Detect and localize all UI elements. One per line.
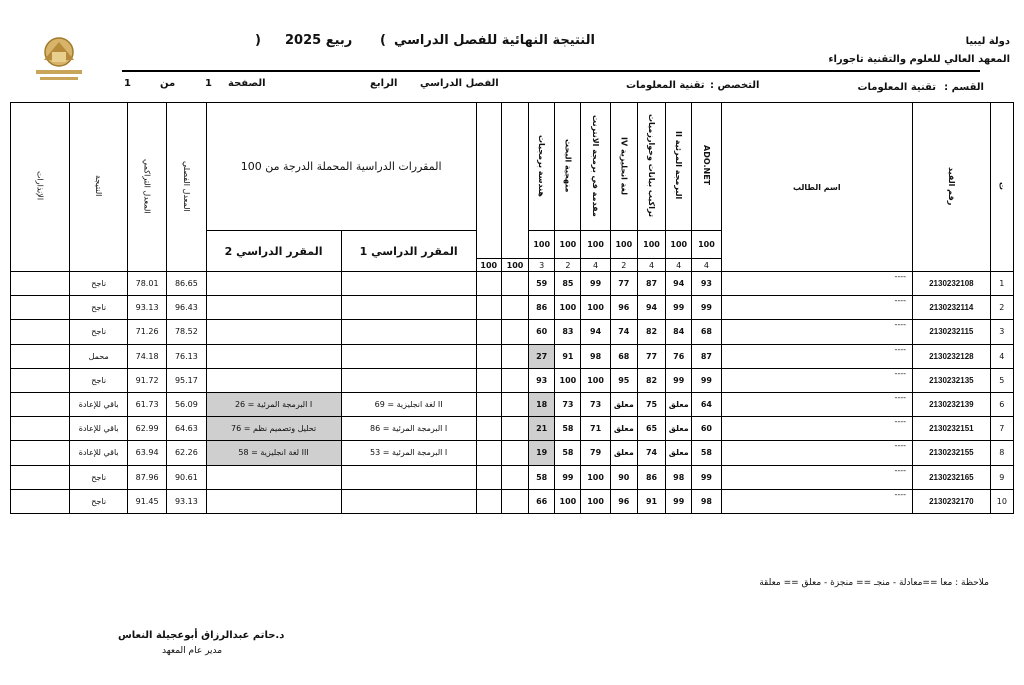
grade-cell — [501, 392, 528, 416]
carried-course-1-cell — [341, 465, 476, 489]
row-number-cell: 7 — [990, 417, 1013, 441]
term-gpa-cell: 62.26 — [167, 441, 206, 465]
grade-cell: 83 — [555, 320, 581, 344]
result-cell: محمل — [70, 344, 127, 368]
grade-cell: 91 — [555, 344, 581, 368]
carried-course-1-header: المقرر الدراسي 1 — [341, 231, 476, 272]
institute-name: المعهد العالي للعلوم والتقنية تاجوراء — [828, 54, 1010, 65]
signer-name: د.حاتم عبدالرزاق أبوعجيلة النعاس — [118, 630, 285, 641]
cum-gpa-cell: 63.94 — [127, 441, 166, 465]
grade-cell: 58 — [692, 441, 721, 465]
cum-gpa-cell: 62.99 — [127, 417, 166, 441]
grade-cell: 95 — [610, 368, 637, 392]
warnings-cell — [11, 296, 70, 320]
grade-cell: 85 — [555, 272, 581, 296]
dept-label: القسم : — [944, 82, 984, 93]
carried-course-1-cell: I البرمجة المرئية = 86 — [341, 417, 476, 441]
term-gpa-cell: 95.17 — [167, 368, 206, 392]
student-name-cell: ---- — [721, 320, 913, 344]
row-number-cell: 5 — [990, 368, 1013, 392]
carried-course-1-cell — [341, 489, 476, 513]
semester-value: الرابع — [370, 78, 398, 89]
grade-cell: 21 — [529, 417, 555, 441]
carried-course-1-cell — [341, 344, 476, 368]
course-max-5: 100 — [581, 231, 610, 259]
grade-cell: 100 — [581, 368, 610, 392]
result-cell: باقي للإعادة — [70, 441, 127, 465]
grade-cell: 58 — [555, 417, 581, 441]
student-id-cell: 2130232114 — [913, 296, 991, 320]
table-row — [11, 344, 1014, 368]
grade-cell: 77 — [610, 272, 637, 296]
grade-cell: 58 — [555, 441, 581, 465]
result-cell: ناجح — [70, 465, 127, 489]
country-name: دولة ليبيا — [965, 36, 1010, 47]
grade-cell — [476, 296, 501, 320]
warnings-cell — [11, 441, 70, 465]
grade-cell: 99 — [692, 368, 721, 392]
grade-cell: 58 — [529, 465, 555, 489]
grade-cell: 76 — [666, 344, 692, 368]
cum-gpa-cell: 91.45 — [127, 489, 166, 513]
student-name-cell: ---- — [721, 272, 913, 296]
carried-course-1-cell — [341, 320, 476, 344]
signer-role: مدير عام المعهد — [162, 646, 223, 656]
grade-cell: معلق — [610, 417, 637, 441]
grade-cell — [501, 368, 528, 392]
grade-cell: 99 — [666, 489, 692, 513]
student-name-cell: ---- — [721, 344, 913, 368]
grade-cell — [501, 441, 528, 465]
grade-cell: معلق — [610, 441, 637, 465]
student-name-cell: ---- — [721, 465, 913, 489]
student-id-cell: 2130232108 — [913, 272, 991, 296]
grade-cell: 91 — [637, 489, 665, 513]
result-cell: ناجح — [70, 272, 127, 296]
grade-cell: 87 — [637, 272, 665, 296]
page-title: النتيجة النهائية للفصل الدراسي — [394, 33, 595, 48]
carried-course-2-cell — [206, 296, 341, 320]
table-row — [11, 368, 1014, 392]
table-row — [11, 392, 1014, 416]
info-top-rule — [122, 70, 980, 72]
row-number-cell: 10 — [990, 489, 1013, 513]
results-table — [10, 102, 1014, 514]
carried-course-2-cell: I البرمجة المرئية = 26 — [206, 392, 341, 416]
institute-logo — [30, 30, 88, 88]
grade-cell: 68 — [692, 320, 721, 344]
warnings-cell — [11, 368, 70, 392]
course-header-1: ADO.NET — [692, 103, 721, 231]
student-name-cell: ---- — [721, 489, 913, 513]
grade-cell: 90 — [610, 465, 637, 489]
grade-cell — [476, 489, 501, 513]
dept-value: تقنية المعلومات — [857, 82, 936, 93]
grade-cell: 77 — [637, 344, 665, 368]
term-gpa-cell: 56.09 — [167, 392, 206, 416]
carried-course-1-cell — [341, 296, 476, 320]
grade-cell: 96 — [610, 489, 637, 513]
grade-cell: 94 — [581, 320, 610, 344]
grade-cell: 100 — [581, 465, 610, 489]
legend-note: ملاحظة : معا ==معادلة - منجـ == منجزة - معلق == معلقة — [759, 578, 989, 588]
row-number-cell: 9 — [990, 465, 1013, 489]
term-gpa-cell: 78.52 — [167, 320, 206, 344]
term-gpa-cell: 86.65 — [167, 272, 206, 296]
cum-gpa-header: المعدل التراكمي — [127, 103, 166, 272]
grade-cell: 93 — [692, 272, 721, 296]
grade-cell: معلق — [666, 441, 692, 465]
grade-cell: 60 — [529, 320, 555, 344]
student-id-cell: 2130232165 — [913, 465, 991, 489]
result-cell: ناجح — [70, 320, 127, 344]
student-id-cell: 2130232128 — [913, 344, 991, 368]
row-number-cell: 8 — [990, 441, 1013, 465]
grade-cell: 68 — [610, 344, 637, 368]
grade-cell: 99 — [581, 272, 610, 296]
of-label: من — [160, 78, 176, 89]
table-row — [11, 489, 1014, 513]
grade-cell — [501, 417, 528, 441]
term-label: ربيع 2025 — [285, 33, 353, 48]
row-number-cell: 6 — [990, 392, 1013, 416]
grade-cell: 100 — [581, 296, 610, 320]
course-units-5: 4 — [581, 259, 610, 272]
table-row — [11, 417, 1014, 441]
carried-courses-title: المقررات الدراسية المحملة الدرجة من 100 — [206, 103, 476, 231]
course-max-3: 100 — [637, 231, 665, 259]
grade-cell — [476, 320, 501, 344]
student-id-cell: 2130232155 — [913, 441, 991, 465]
grade-cell: 84 — [666, 320, 692, 344]
course-header-9 — [476, 103, 501, 259]
grade-cell: 100 — [555, 368, 581, 392]
course-header-3: تراكيب بيانات وخوارزميات — [637, 103, 665, 231]
course-header-2: II البرمجة المرئية — [666, 103, 692, 231]
grade-cell: معلق — [610, 392, 637, 416]
grade-cell: 99 — [666, 368, 692, 392]
grade-cell: 75 — [637, 392, 665, 416]
grade-cell: 93 — [529, 368, 555, 392]
carried-course-2-header: المقرر الدراسي 2 — [206, 231, 341, 272]
course-units-2: 4 — [666, 259, 692, 272]
grade-cell: 94 — [637, 296, 665, 320]
term-gpa-cell: 93.13 — [167, 489, 206, 513]
warnings-cell — [11, 489, 70, 513]
result-cell: ناجح — [70, 368, 127, 392]
student-name-cell: ---- — [721, 296, 913, 320]
header-row — [11, 103, 1014, 231]
table-row — [11, 441, 1014, 465]
table-row — [11, 272, 1014, 296]
carried-course-2-cell — [206, 465, 341, 489]
warnings-header: الإنذارات — [11, 103, 70, 272]
result-header: النتيجة — [70, 103, 127, 272]
carried-course-2-cell: III لغة انجليزية = 58 — [206, 441, 341, 465]
grade-cell — [476, 465, 501, 489]
term-open-paren: ( — [380, 33, 386, 48]
warnings-cell — [11, 392, 70, 416]
page-total: 1 — [124, 78, 131, 89]
grade-cell: 64 — [692, 392, 721, 416]
course-max-8: 100 — [501, 259, 528, 272]
student-id-cell: 2130232170 — [913, 489, 991, 513]
course-max-1: 100 — [692, 231, 721, 259]
grade-cell — [501, 344, 528, 368]
grade-cell: 99 — [555, 465, 581, 489]
course-units-6: 2 — [555, 259, 581, 272]
semester-label: الفصل الدراسي — [420, 78, 499, 89]
row-number-cell: 1 — [990, 272, 1013, 296]
carried-course-1-cell: II لغة انجليزية = 69 — [341, 392, 476, 416]
grade-cell — [501, 489, 528, 513]
row-number-header: ت — [990, 103, 1013, 272]
result-cell: ناجح — [70, 489, 127, 513]
table-row — [11, 296, 1014, 320]
grade-cell: 86 — [529, 296, 555, 320]
grade-cell: معلق — [666, 392, 692, 416]
grade-cell: 96 — [610, 296, 637, 320]
course-header-7: هندسة برمجيات — [529, 103, 555, 231]
carried-course-1-cell — [341, 368, 476, 392]
grade-cell — [476, 392, 501, 416]
student-name-cell: ---- — [721, 417, 913, 441]
grade-cell: 82 — [637, 320, 665, 344]
grade-cell: 99 — [692, 296, 721, 320]
row-number-cell: 4 — [990, 344, 1013, 368]
grade-cell — [501, 272, 528, 296]
student-id-cell: 2130232135 — [913, 368, 991, 392]
grade-cell: 100 — [555, 296, 581, 320]
course-units-3: 4 — [637, 259, 665, 272]
cum-gpa-cell: 78.01 — [127, 272, 166, 296]
grade-cell: 74 — [637, 441, 665, 465]
carried-course-2-cell — [206, 272, 341, 296]
course-units-4: 2 — [610, 259, 637, 272]
term-close-paren: ) — [255, 33, 261, 48]
course-max-6: 100 — [555, 231, 581, 259]
grade-cell: 73 — [581, 392, 610, 416]
student-id-header: رقم القيد — [913, 103, 991, 272]
cum-gpa-cell: 74.18 — [127, 344, 166, 368]
term-gpa-cell: 96.43 — [167, 296, 206, 320]
course-header-5: مقدمة في برمجة الانترنت — [581, 103, 610, 231]
spec-label: التخصص : — [710, 80, 760, 91]
grade-cell — [476, 272, 501, 296]
warnings-cell — [11, 465, 70, 489]
course-header-4: IV لغة انجليزية — [610, 103, 637, 231]
grade-cell: معلق — [666, 417, 692, 441]
grade-cell — [501, 465, 528, 489]
carried-course-1-cell: I البرمجة المرئية = 53 — [341, 441, 476, 465]
spec-value: تقنية المعلومات — [626, 80, 705, 91]
grade-cell: 98 — [666, 465, 692, 489]
result-cell: ناجح — [70, 296, 127, 320]
course-max-2: 100 — [666, 231, 692, 259]
cum-gpa-cell: 71.26 — [127, 320, 166, 344]
warnings-cell — [11, 320, 70, 344]
course-header-8 — [501, 103, 528, 259]
student-name-cell: ---- — [721, 368, 913, 392]
table-row — [11, 320, 1014, 344]
warnings-cell — [11, 344, 70, 368]
course-units-7: 3 — [529, 259, 555, 272]
warnings-cell — [11, 272, 70, 296]
grade-cell — [501, 296, 528, 320]
term-gpa-cell: 76.13 — [167, 344, 206, 368]
grade-cell: 79 — [581, 441, 610, 465]
result-cell: باقي للإعادة — [70, 392, 127, 416]
grade-cell: 100 — [581, 489, 610, 513]
grade-cell: 27 — [529, 344, 555, 368]
grade-cell: 74 — [610, 320, 637, 344]
student-id-cell: 2130232115 — [913, 320, 991, 344]
cum-gpa-cell: 87.96 — [127, 465, 166, 489]
page-label: الصفحة — [228, 78, 266, 89]
term-gpa-header: المعدل الفصلي — [167, 103, 206, 272]
grade-cell — [476, 344, 501, 368]
grade-cell — [476, 368, 501, 392]
student-id-cell: 2130232151 — [913, 417, 991, 441]
grade-cell: 94 — [666, 272, 692, 296]
warnings-cell — [11, 417, 70, 441]
term-gpa-cell: 64.63 — [167, 417, 206, 441]
cum-gpa-cell: 61.73 — [127, 392, 166, 416]
grade-cell: 82 — [637, 368, 665, 392]
page-number: 1 — [205, 78, 212, 89]
grade-cell: 98 — [581, 344, 610, 368]
course-max-7: 100 — [529, 231, 555, 259]
cum-gpa-cell: 91.72 — [127, 368, 166, 392]
grade-cell: 19 — [529, 441, 555, 465]
carried-course-2-cell — [206, 368, 341, 392]
grade-cell: 99 — [692, 465, 721, 489]
course-max-4: 100 — [610, 231, 637, 259]
student-rows — [11, 272, 1014, 514]
result-cell: باقي للإعادة — [70, 417, 127, 441]
student-name-cell: ---- — [721, 392, 913, 416]
term-gpa-cell: 90.61 — [167, 465, 206, 489]
row-number-cell: 3 — [990, 320, 1013, 344]
grade-cell: 59 — [529, 272, 555, 296]
carried-course-2-cell — [206, 320, 341, 344]
table-row — [11, 465, 1014, 489]
grade-cell: 73 — [555, 392, 581, 416]
grade-cell: 66 — [529, 489, 555, 513]
course-header-6: منهجية البحث — [555, 103, 581, 231]
student-name-header: اسم الطالب — [721, 103, 913, 272]
student-name-cell: ---- — [721, 441, 913, 465]
course-units-1: 4 — [692, 259, 721, 272]
grade-cell — [476, 441, 501, 465]
grade-cell: 87 — [692, 344, 721, 368]
carried-course-2-cell: تحليل وتصميم نظم = 76 — [206, 417, 341, 441]
grade-cell — [501, 320, 528, 344]
course-max-9: 100 — [476, 259, 501, 272]
grade-cell: 71 — [581, 417, 610, 441]
cum-gpa-cell: 93.13 — [127, 296, 166, 320]
grade-cell: 100 — [555, 489, 581, 513]
grade-cell: 86 — [637, 465, 665, 489]
grade-cell: 99 — [666, 296, 692, 320]
carried-course-1-cell — [341, 272, 476, 296]
carried-course-2-cell — [206, 489, 341, 513]
grade-cell: 18 — [529, 392, 555, 416]
carried-course-2-cell — [206, 344, 341, 368]
row-number-cell: 2 — [990, 296, 1013, 320]
grade-cell — [476, 417, 501, 441]
grade-cell: 65 — [637, 417, 665, 441]
student-id-cell: 2130232139 — [913, 392, 991, 416]
grade-cell: 60 — [692, 417, 721, 441]
grade-cell: 98 — [692, 489, 721, 513]
